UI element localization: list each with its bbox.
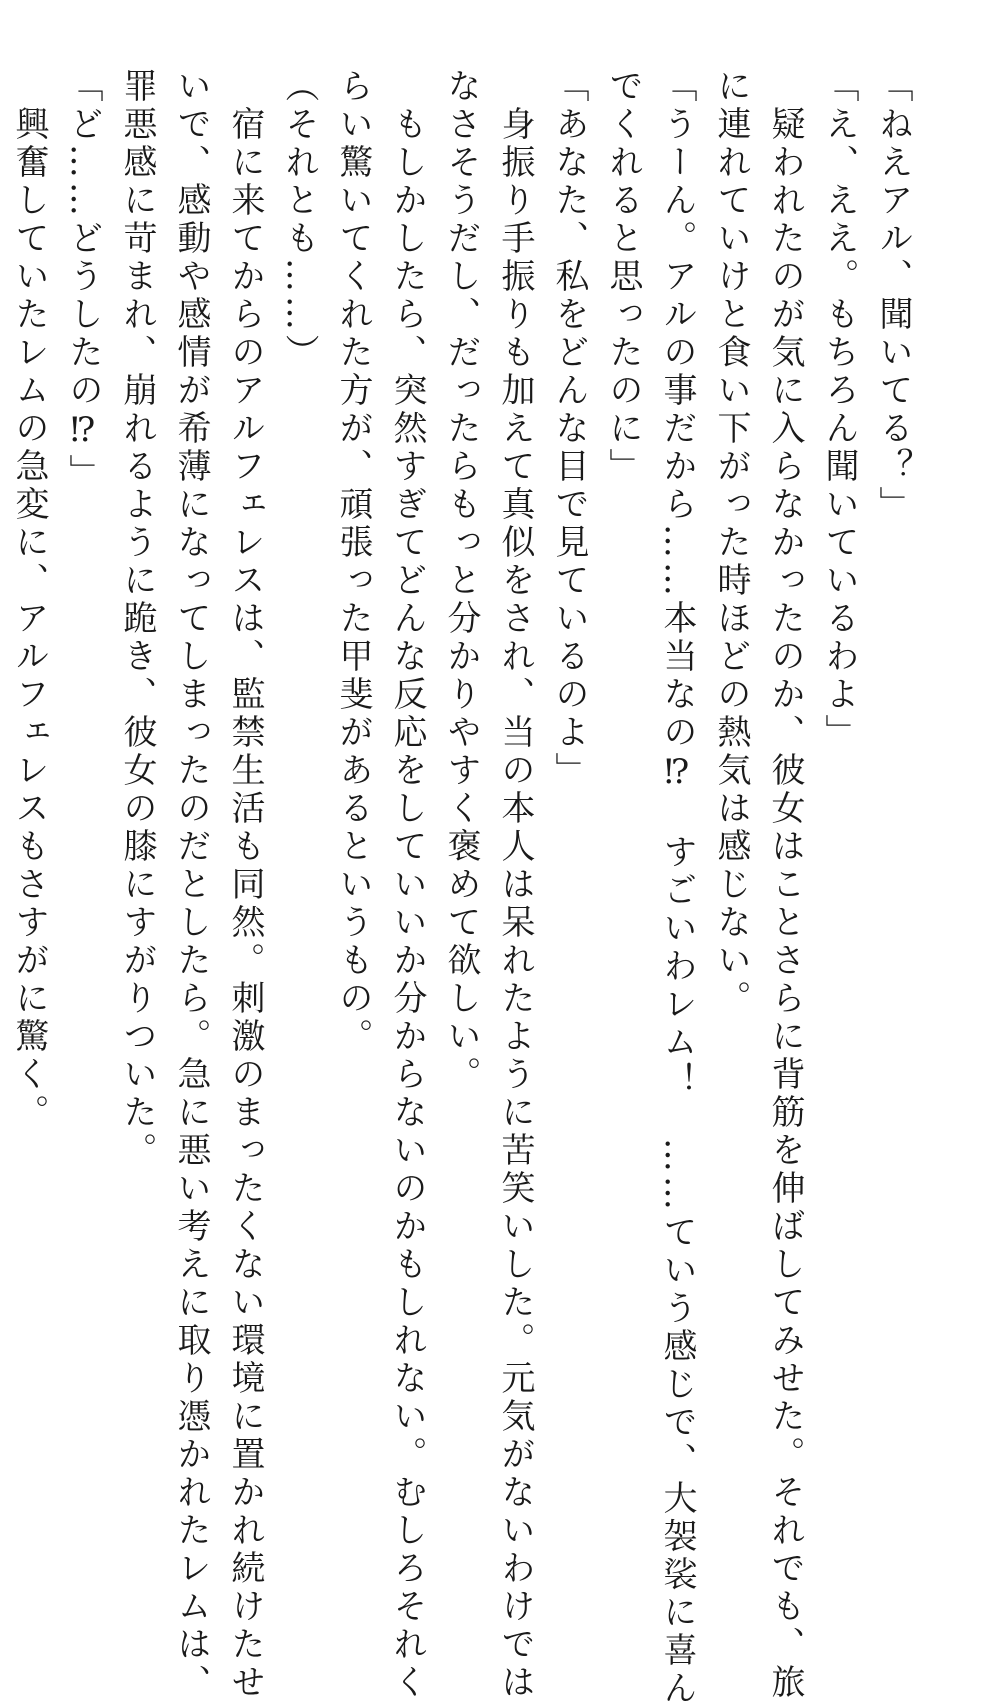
text-line: 宿に来てからのアルフェレスは、監禁生活も同然。刺激のまったくない環境に置かれ続けたせ — [225, 68, 265, 1702]
text-line: なさそうだし、だったらもっと分かりやすく褒めて欲しい。 — [441, 68, 481, 1094]
text-line: 身振り手振りも加えて真似をされ、当の本人は呆れたように苦笑いした。元気がないわけでは — [495, 68, 535, 1702]
text-line: 興奮していたレムの急変に、アルフェレスもさすがに驚く。 — [9, 68, 49, 1132]
text-line: 「うーん。アルの事だから……本当なの⁉ すごいわレム！ ……ていう感じで、大袈裟に喜ん — [657, 68, 697, 1708]
text-line: に連れていけと食い下がった時ほどの熱気は感じない。 — [711, 68, 751, 1018]
text-line: 「ど……どうしたの⁉」 — [63, 68, 103, 492]
text-line: 「え、ええ。もちろん聞いているわよ」 — [819, 68, 859, 752]
text-line: （それとも……） — [279, 68, 319, 372]
text-line: らい驚いてくれた方が、頑張った甲斐があるというもの。 — [333, 68, 373, 1056]
text-line: 疑われたのが気に入らなかったのか、彼女はことさらに背筋を伸ばしてみせた。それでも、旅 — [765, 68, 805, 1702]
text-line: 「ねえアル、聞いてる？」 — [873, 68, 913, 524]
text-line — [0, 68, 2, 1448]
text-line: もしかしたら、突然すぎてどんな反応をしていいか分からないのかもしれない。むしろそれく — [387, 68, 427, 1702]
text-line: 罪悪感に苛まれ、崩れるように跪き、彼女の膝にすがりついた。 — [117, 68, 157, 1170]
vertical-text-body — [9, 68, 920, 1708]
text-line: いで、感動や感情が希薄になってしまったのだとしたら。急に悪い考えに取り憑かれたレムは、 — [171, 68, 211, 1702]
text-line: でくれると思ったのに」 — [603, 68, 643, 486]
text-line: 「あなた、私をどんな目で見ているのよ」 — [549, 68, 589, 790]
